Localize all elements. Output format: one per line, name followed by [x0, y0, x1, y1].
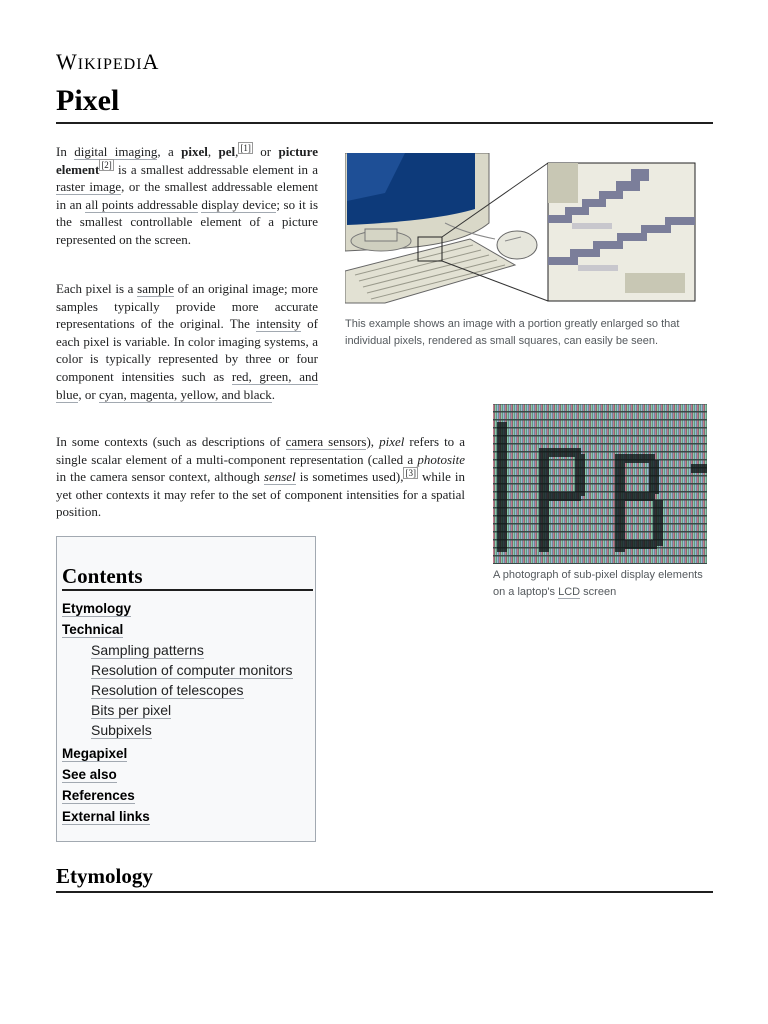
citation-2[interactable]: [2]	[101, 160, 112, 171]
intro-paragraph-3: In some contexts (such as descriptions of camera sensors), pixel refers to a single scalar element of a multi-component representation (called a photosite in the camera sensor context, although sensel is sometimes used), [3] while in yet other contexts it may refer to the set of component intensities for a spatial position.	[56, 434, 465, 520]
link-digital-imaging[interactable]: digital imaging	[74, 144, 158, 159]
toc-item-sampling-patterns[interactable]: Sampling patterns	[91, 642, 204, 658]
toc-item-bits-per-pixel[interactable]: Bits per pixel	[91, 702, 172, 718]
toc-item-etymology[interactable]: Etymology	[62, 601, 132, 616]
toc-item-see-also[interactable]: See also	[62, 767, 117, 782]
lcd-subpixel-svg	[493, 404, 707, 564]
citation-3[interactable]: [3]	[405, 467, 416, 478]
toc-item-megapixel[interactable]: Megapixel	[62, 746, 128, 761]
lcd-subpixel-photo[interactable]	[493, 404, 707, 564]
toc-item-subpixels[interactable]: Subpixels	[91, 722, 152, 738]
toc-item-resolution-monitors[interactable]: Resolution of computer monitors	[91, 662, 293, 678]
table-of-contents	[56, 536, 316, 842]
link-raster-image[interactable]: raster image	[56, 179, 122, 195]
link-cmyk[interactable]: cyan, magenta, yellow, and black	[98, 386, 272, 402]
toc-item-resolution-telescopes[interactable]: Resolution of telescopes	[91, 682, 244, 698]
intro-paragraph-2: Each pixel is a sample of an original image; more samples typically provide more accurate representations of the original. The intensity of each pixel is variable. In color imaging systems, a color is typically represented by three or four component intensities such as red, green, and blue, or cyan, magenta, yellow, and black.	[56, 281, 318, 402]
wordmark-letter: W	[56, 49, 78, 74]
link-sample[interactable]: sample	[137, 281, 174, 296]
figure-pixel-enlargement	[345, 153, 705, 350]
toc-item-technical[interactable]: Technical Sampling patterns Resolution of computer monitors Resolution of telescopes Bits per pixel Subpixels	[62, 622, 312, 740]
wikipedia-wordmark[interactable]	[56, 49, 159, 75]
link-all-points-addressable[interactable]: all points addressable	[85, 196, 198, 212]
intro-paragraph-1: In digital imaging, a pixel, pel, [1] or picture element [2] is a smallest addressable element in a raster image, or the smallest addressable element in an all points addressable display device; so it is the smallest controllable element of a picture represented on the screen.	[56, 142, 318, 247]
toc-title: Contents	[62, 563, 313, 591]
toc-list	[62, 597, 312, 824]
figure-1-caption: This example shows an image with a portion greatly enlarged so that individual pixels, rendered as small squares, can easily be seen.	[345, 318, 680, 347]
link-display-device[interactable]: display device	[201, 196, 277, 212]
wordmark-letter: A	[142, 49, 160, 74]
citation-1[interactable]: [1]	[240, 142, 251, 153]
computer-illustration-svg	[345, 153, 703, 313]
figure-2-caption: A photograph of sub-pixel display elements on a laptop's LCD screen	[493, 569, 703, 598]
article-page	[56, 0, 713, 1024]
link-sensel[interactable]: sensel	[263, 469, 296, 485]
page-title: Pixel	[56, 84, 713, 124]
figure-lcd-subpixels	[493, 404, 707, 601]
wordmark-small: IKIPEDI	[77, 56, 143, 73]
section-heading-etymology: Etymology	[56, 864, 713, 893]
link-rgb[interactable]: red, green, and blue	[56, 368, 318, 402]
toc-sublist-technical	[62, 640, 341, 740]
link-camera-sensors[interactable]: camera sensors	[285, 434, 367, 449]
toc-item-external-links[interactable]: External links	[62, 809, 150, 824]
computer-illustration-image[interactable]	[345, 153, 703, 313]
toc-item-references[interactable]: References	[62, 788, 135, 803]
link-intensity[interactable]: intensity	[256, 316, 301, 332]
link-lcd[interactable]: LCD	[558, 586, 581, 598]
